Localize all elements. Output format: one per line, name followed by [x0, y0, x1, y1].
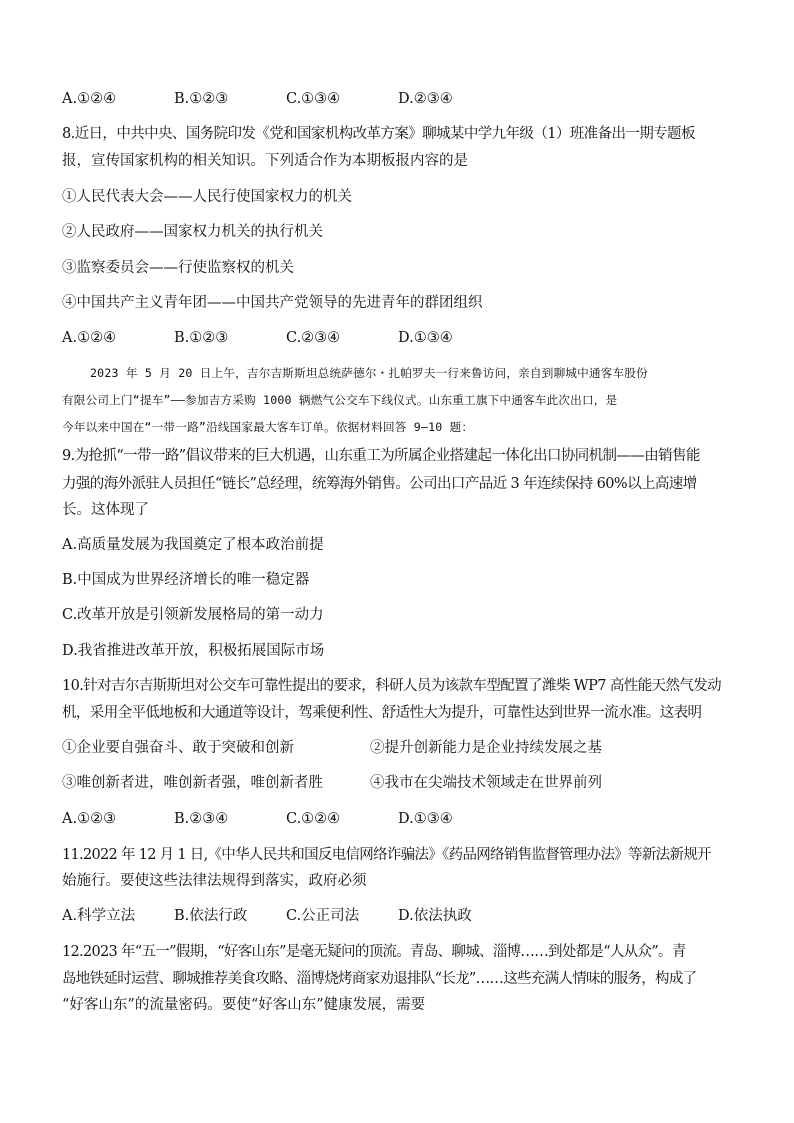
q8-option-d[interactable]: D.①③④: [398, 330, 453, 346]
q10-statement-1: ①企业要自强奋斗、敢于突破和创新: [62, 740, 294, 756]
q7-option-b[interactable]: B.①②③: [174, 91, 229, 107]
q8-statement-4: ④中国共产主义青年团——中国共产党领导的先进青年的群团组织: [62, 295, 483, 311]
q9-option-c[interactable]: C.改革开放是引领新发展格局的第一动力: [62, 607, 324, 623]
q10-statement-2: ②提升创新能力是企业持续发展之基: [370, 740, 602, 756]
q10-option-c[interactable]: C.①②④: [286, 811, 341, 827]
q8-option-c[interactable]: C.②③④: [286, 330, 341, 346]
q12-stem-line-1: 12.2023 年“五一”假期，“好客山东”是毫无疑问的顶流。青岛、聊城、淄博……到处都是“人从众”。青: [62, 944, 686, 960]
q10-option-b[interactable]: B.②③④: [174, 811, 229, 827]
q9-stem-line-1: 9.为抢抓“一带一路”倡议带来的巨大机遇，山东重工为所属企业搭建起一体化出口协同机制——由销售能: [62, 448, 700, 464]
q11-option-b[interactable]: B.依法行政: [174, 908, 248, 924]
q8-statement-1: ①人民代表大会——人民行使国家权力的机关: [62, 189, 352, 205]
q10-stem-line-2: 机，采用全平低地板和大通道等设计，驾乘便利性、舒适性大为提升，可靠性达到世界一流水准。这表明: [62, 705, 702, 721]
q9-option-a[interactable]: A.高质量发展为我国奠定了根本政治前提: [62, 537, 324, 553]
q10-statement-3: ③唯创新者进，唯创新者强，唯创新者胜: [62, 775, 323, 791]
q9-stem-line-2: 力强的海外派驻人员担任“链长”总经理，统筹海外销售。公司出口产品近 3 年连续保持 60%以上高速增: [62, 476, 697, 492]
q10-stem-line-1: 10.针对吉尔吉斯斯坦对公交车可靠性提出的要求，科研人员为该款车型配置了潍柴 WP7 高性能天然气发动: [62, 678, 722, 694]
q8-stem-line-2: 报，宣传国家机构的相关知识。下列适合作为本期板报内容的是: [62, 153, 468, 169]
reading-material: [62, 363, 732, 437]
q11-option-a[interactable]: A.科学立法: [62, 908, 136, 924]
q10-statement-4: ④我市在尖端技术领域走在世界前列: [370, 775, 602, 791]
q8-option-a[interactable]: A.①②④: [62, 330, 117, 346]
q9-stem-line-3: 长。这体现了: [62, 502, 149, 518]
q8-statement-2: ②人民政府——国家权力机关的执行机关: [62, 224, 323, 240]
q10-option-a[interactable]: A.①②③: [62, 811, 117, 827]
q8-stem-line-1: 8.近日，中共中央、国务院印发《党和国家机构改革方案》聊城某中学九年级（1）班准备出一期专题板: [62, 126, 695, 142]
q9-option-b[interactable]: B.中国成为世界经济增长的唯一稳定器: [62, 572, 310, 588]
q9-option-d[interactable]: D.我省推进改革开放，积极拓展国际市场: [62, 643, 325, 659]
q12-stem-line-2: 岛地铁延时运营、聊城推荐美食攻略、淄博烧烤商家劝退排队“长龙”……这些充满人情味的服务，构成了: [62, 971, 697, 987]
material-line-3: 今年以来中国在“一带一路”沿线国家最大客车订单。依据材料回答 9—10 题：: [62, 420, 474, 434]
q11-stem-line-2: 始施行。要使这些法律法规得到落实，政府必须: [62, 873, 367, 889]
q11-option-d[interactable]: D.依法执政: [398, 908, 472, 924]
q10-option-d[interactable]: D.①③④: [398, 811, 453, 827]
material-line-1: 2023 年 5 月 20 日上午，吉尔吉斯斯坦总统萨德尔・扎帕罗夫一行来鲁访问，亲自到聊城中通客车股份: [90, 366, 648, 380]
q7-option-c[interactable]: C.①③④: [286, 91, 341, 107]
q11-option-c[interactable]: C.公正司法: [286, 908, 360, 924]
q7-option-a[interactable]: A.①②④: [62, 91, 117, 107]
q7-option-d[interactable]: D.②③④: [398, 91, 453, 107]
q11-stem-line-1: 11.2022 年 12 月 1 日,《中华人民共和国反电信网络诈骗法》《药品网络销售监督管理办法》等新法新规开: [62, 847, 711, 863]
q12-stem-line-3: “好客山东”的流量密码。要使“好客山东”健康发展，需要: [62, 997, 426, 1013]
q8-option-b[interactable]: B.①②③: [174, 330, 229, 346]
q8-statement-3: ③监察委员会——行使监察权的机关: [62, 260, 294, 276]
material-line-2: 有限公司上门“提车”——参加吉方采购 1000 辆燃气公交车下线仪式。山东重工旗下中通客车此次出口，是: [62, 393, 618, 407]
